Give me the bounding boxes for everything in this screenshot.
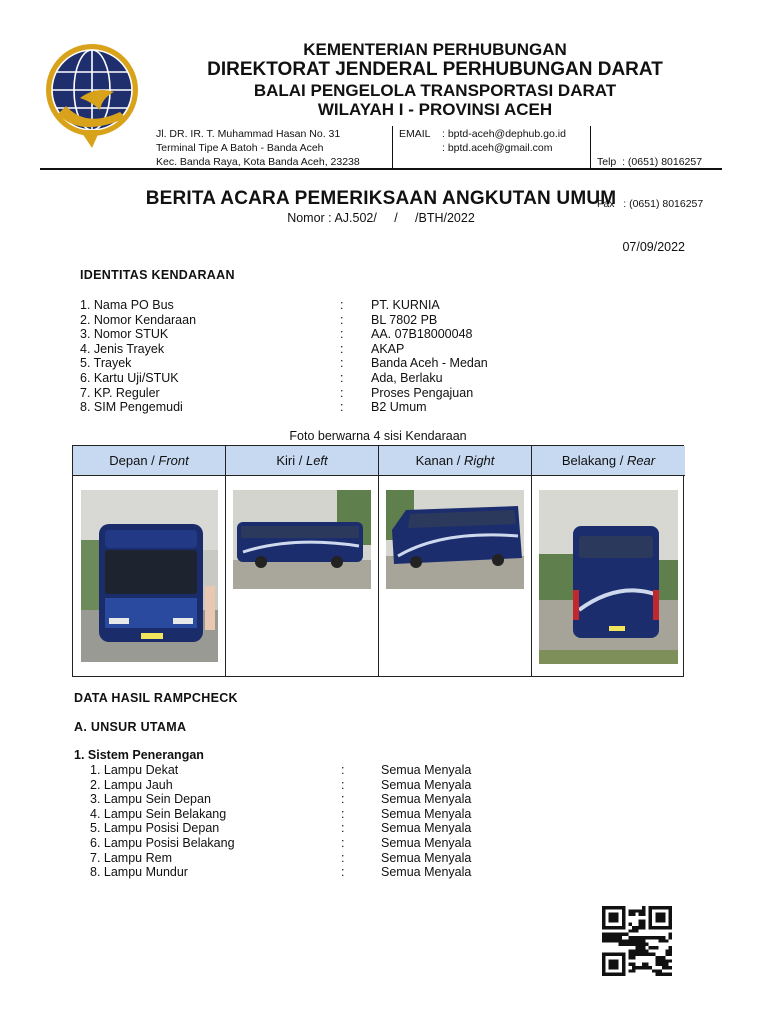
item-value: AKAP: [371, 341, 405, 356]
address-block: [156, 127, 360, 169]
header-ministry: KEMENTERIAN PERHUBUNGAN: [303, 40, 567, 59]
item-value: Semua Menyala: [381, 777, 472, 792]
address-line: Jl. DR. IR. T. Muhammad Hasan No. 31: [156, 128, 341, 140]
list-item: [80, 313, 540, 328]
email-line[interactable]: : bptd.aceh@gmail.com: [442, 142, 553, 154]
item-label: 4. Jenis Trayek: [80, 341, 165, 356]
email-label: EMAIL: [399, 128, 431, 140]
document-title: BERITA ACARA PEMERIKSAAN ANGKUTAN UMUM: [145, 188, 617, 209]
item-label: 2. Lampu Jauh: [90, 777, 173, 792]
list-item: [80, 298, 540, 313]
list-item: [90, 851, 510, 866]
item-label: 3. Nomor STUK: [80, 327, 169, 342]
rampcheck-list: [90, 763, 510, 880]
item-value: Semua Menyala: [381, 763, 472, 777]
list-item: [80, 371, 540, 386]
colon-separator: :: [341, 777, 345, 792]
item-label: 7. Lampu Rem: [90, 850, 172, 865]
ministry-logo: [40, 40, 144, 150]
item-value: B2 Umum: [371, 400, 427, 415]
rampcheck-heading: DATA HASIL RAMPCHECK: [74, 691, 238, 705]
item-value: BL 7802 PB: [371, 312, 438, 327]
item-value: Semua Menyala: [381, 835, 472, 850]
list-item: [80, 400, 540, 415]
item-label: 1. Lampu Dekat: [90, 763, 179, 777]
list-item: [80, 342, 540, 357]
item-label: 8. SIM Pengemudi: [80, 400, 183, 415]
photo-header-right: Kanan / Right: [379, 446, 531, 476]
colon-separator: :: [340, 385, 344, 400]
item-label: 6. Lampu Posisi Belakang: [90, 835, 235, 850]
colon-separator: :: [340, 298, 344, 312]
item-value: Semua Menyala: [381, 821, 472, 836]
header-rule: [40, 168, 722, 170]
list-item: [80, 386, 540, 401]
colon-separator: :: [340, 327, 344, 342]
list-item: [90, 821, 510, 836]
list-item: [90, 763, 510, 778]
bus-rear-photo: [539, 490, 678, 664]
photo-cell-right: [379, 446, 532, 676]
list-item: [80, 356, 540, 371]
colon-separator: :: [341, 865, 345, 880]
colon-separator: :: [340, 312, 344, 327]
list-item: [80, 327, 540, 342]
address-line: Kec. Banda Raya, Kota Banda Aceh, 23238: [156, 156, 360, 168]
item-value: Semua Menyala: [381, 792, 472, 807]
item-value: Semua Menyala: [381, 806, 472, 821]
list-item: [90, 865, 510, 880]
photo-header-rear: Belakang / Rear: [532, 446, 685, 476]
item-label: 6. Kartu Uji/STUK: [80, 370, 179, 385]
item-label: 8. Lampu Mundur: [90, 865, 188, 880]
divider: [392, 126, 393, 168]
item-label: 2. Nomor Kendaraan: [80, 312, 197, 327]
identity-heading: IDENTITAS KENDARAAN: [80, 268, 235, 282]
photo-header-left: Kiri / Left: [226, 446, 378, 476]
item-value: AA. 07B18000048: [371, 327, 473, 342]
identity-list: [80, 298, 540, 415]
list-item: [90, 792, 510, 807]
photo-cell-front: [73, 446, 226, 676]
photo-table: [72, 445, 684, 677]
item-label: 3. Lampu Sein Depan: [90, 792, 211, 807]
item-value: Ada, Berlaku: [371, 370, 443, 385]
colon-separator: :: [340, 341, 344, 356]
email-block: [442, 127, 566, 155]
item-value: Banda Aceh - Medan: [371, 356, 488, 371]
photo-header-front: Depan / Front: [73, 446, 225, 476]
subsection-heading: 1. Sistem Penerangan: [74, 748, 204, 762]
item-label: 5. Lampu Posisi Depan: [90, 821, 220, 836]
header-directorate: DIREKTORAT JENDERAL PERHUBUNGAN DARAT: [207, 59, 663, 80]
item-label: 1. Nama PO Bus: [80, 298, 174, 312]
colon-separator: :: [341, 821, 345, 836]
list-item: [90, 836, 510, 851]
colon-separator: :: [340, 370, 344, 385]
section-heading: A. UNSUR UTAMA: [74, 720, 187, 734]
document-date: 07/09/2022: [622, 240, 685, 254]
item-value: PT. KURNIA: [371, 298, 440, 312]
colon-separator: :: [341, 763, 345, 777]
bus-front-photo: [81, 490, 218, 662]
header-agency: BALAI PENGELOLA TRANSPORTASI DARAT: [253, 81, 617, 100]
colon-separator: :: [341, 792, 345, 807]
item-label: 4. Lampu Sein Belakang: [90, 806, 227, 821]
address-line: Terminal Tipe A Batoh - Banda Aceh: [156, 142, 324, 154]
item-label: 7. KP. Reguler: [80, 385, 160, 400]
divider: [590, 126, 591, 168]
document-number: Nomor : AJ.502/ / /BTH/2022: [287, 211, 475, 225]
item-value: Semua Menyala: [381, 865, 472, 880]
list-item: [90, 807, 510, 822]
qr-code: [600, 906, 674, 976]
item-value: Semua Menyala: [381, 850, 472, 865]
phone-line: Telp : (0651) 8016257: [597, 156, 703, 168]
photo-cell-left: [226, 446, 379, 676]
list-item: [90, 778, 510, 793]
photo-caption: Foto berwarna 4 sisi Kendaraan: [289, 429, 467, 443]
item-label: 5. Trayek: [80, 356, 132, 371]
colon-separator: :: [340, 356, 344, 371]
item-value: Proses Pengajuan: [371, 385, 474, 400]
colon-separator: :: [341, 806, 345, 821]
colon-separator: :: [341, 835, 345, 850]
colon-separator: :: [340, 400, 344, 415]
bus-right-photo: [386, 490, 524, 589]
phone-line: Fax : (0651) 8016257: [597, 198, 704, 210]
header-region: WILAYAH I - PROVINSI ACEH: [317, 100, 553, 119]
email-line[interactable]: : bptd-aceh@dephub.go.id: [442, 128, 566, 140]
photo-cell-rear: [532, 446, 685, 676]
bus-left-photo: [233, 490, 371, 589]
colon-separator: :: [341, 850, 345, 865]
